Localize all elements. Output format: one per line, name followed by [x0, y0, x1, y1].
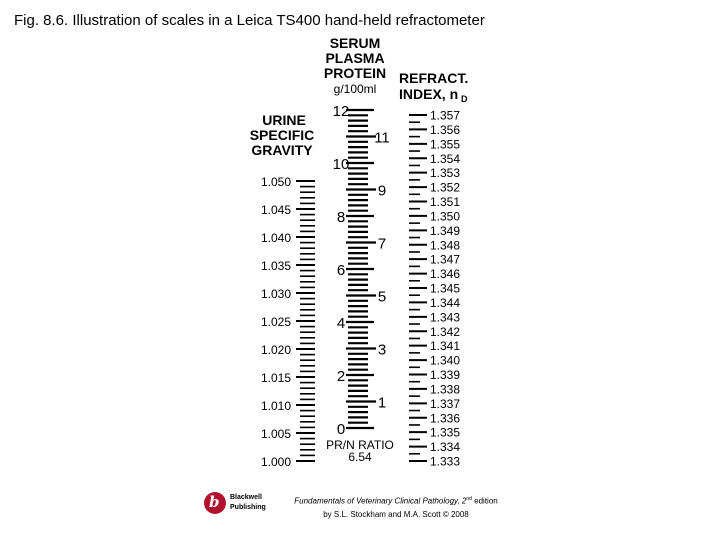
- refract-tick-label: 1.341: [430, 339, 461, 354]
- urine-tick-label: 1.005: [260, 427, 291, 441]
- refract-tick-label: 1.347: [430, 252, 461, 267]
- protein-tick-label: 7: [377, 235, 387, 253]
- protein-header-line: PROTEIN: [323, 65, 387, 81]
- protein-tick-label: 1: [377, 394, 387, 412]
- refract-header-line: REFRACT.: [399, 70, 469, 86]
- urine-header-line: URINE: [262, 112, 306, 128]
- credit-authors: by S.L. Stockham and M.A. Scott © 2008: [323, 509, 469, 519]
- refract-tick-label: 1.356: [430, 122, 461, 137]
- refract-tick-label: 1.338: [430, 382, 461, 397]
- refract-header-line: INDEX, n: [399, 86, 459, 102]
- refract-tick-label: 1.344: [430, 295, 461, 310]
- urine-tick-label: 1.040: [260, 231, 291, 245]
- refract-tick-label: 1.343: [430, 310, 461, 325]
- urine-tick-label: 1.030: [260, 287, 291, 301]
- urine-tick-label: 1.020: [260, 343, 291, 357]
- figure-credit: [276, 493, 516, 521]
- protein-header: [324, 35, 386, 96]
- protein-tick-label: 6: [336, 262, 346, 279]
- publisher-name-line: Blackwell: [230, 494, 262, 501]
- refract-tick-label: 1.333: [430, 454, 461, 469]
- urine-gravity-labels: [261, 175, 291, 469]
- protein-tick-label: 9: [377, 182, 387, 200]
- refract-tick-label: 1.350: [430, 209, 461, 224]
- protein-tick-label: 11: [374, 129, 390, 147]
- protein-tick-label: 10: [332, 156, 350, 173]
- urine-header-line: GRAVITY: [251, 142, 313, 158]
- refract-header-subscript: D: [461, 94, 468, 104]
- urine-gravity-ticks: [296, 181, 315, 461]
- figure-title: Fig. 8.6. Illustration of scales in a Leica TS400 hand-held refractometer: [14, 12, 485, 29]
- urine-tick-label: 1.045: [260, 203, 291, 217]
- protein-tick-label: 8: [336, 209, 346, 226]
- protein-header-line: PLASMA: [325, 50, 385, 66]
- protein-tick-label: 4: [336, 315, 346, 332]
- urine-header-line: SPECIFIC: [249, 127, 315, 143]
- publisher-name: [230, 493, 266, 513]
- refract-tick-label: 1.351: [430, 195, 461, 209]
- urine-tick-label: 1.050: [260, 175, 291, 189]
- refract-tick-label: 1.348: [430, 238, 461, 253]
- protein-tick-label: 12: [332, 103, 350, 120]
- protein-tick-label: 2: [336, 368, 346, 385]
- urine-tick-label: 1.015: [260, 371, 291, 385]
- refract-tick-label: 1.349: [430, 223, 461, 238]
- refract-header: [399, 70, 468, 104]
- urine-header: [250, 112, 315, 158]
- refract-tick-label: 1.339: [430, 368, 461, 382]
- refract-tick-label: 1.337: [430, 396, 461, 411]
- refract-tick-label: 1.340: [430, 353, 461, 368]
- pr-n-ratio-value: 6.54: [348, 450, 372, 464]
- refract-tick-label: 1.335: [430, 425, 461, 440]
- publisher-logo-glyph: b: [209, 493, 220, 511]
- refract-tick-label: 1.345: [430, 281, 461, 296]
- credit-book-line: [276, 493, 516, 508]
- refract-tick-label: 1.353: [430, 166, 461, 181]
- refract-tick-label: 1.336: [430, 411, 461, 426]
- pr-n-ratio-label: PR/N RATIO: [326, 438, 394, 452]
- refract-tick-label: 1.352: [430, 180, 461, 195]
- protein-tick-label: 3: [377, 341, 387, 359]
- credit-edition-suffix: nd: [466, 496, 472, 502]
- protein-header-line: SERUM: [329, 35, 381, 51]
- refract-tick-label: 1.355: [430, 137, 461, 152]
- protein-ticks: [346, 110, 376, 428]
- protein-tick-label: 0: [336, 421, 346, 438]
- refract-tick-label: 1.357: [430, 108, 461, 123]
- credit-edition-word: edition: [471, 496, 498, 506]
- urine-tick-label: 1.025: [260, 315, 291, 329]
- refract-tick-label: 1.334: [430, 440, 461, 455]
- refract-tick-label: 1.346: [430, 267, 461, 282]
- publisher-logo: [204, 490, 268, 518]
- refract-ticks: [409, 115, 427, 461]
- urine-tick-label: 1.035: [260, 259, 291, 273]
- protein-unit: g/100ml: [333, 82, 377, 96]
- urine-tick-label: 1.000: [260, 455, 291, 469]
- urine-tick-label: 1.010: [260, 399, 291, 413]
- refract-labels: [430, 109, 460, 469]
- refract-tick-label: 1.354: [430, 151, 461, 166]
- credit-book-title: Fundamentals of Veterinary Clinical Pathology, 2: [294, 496, 467, 506]
- protein-tick-label: 5: [377, 288, 387, 306]
- publisher-name-line: Publishing: [230, 504, 266, 511]
- refract-tick-label: 1.342: [430, 324, 461, 339]
